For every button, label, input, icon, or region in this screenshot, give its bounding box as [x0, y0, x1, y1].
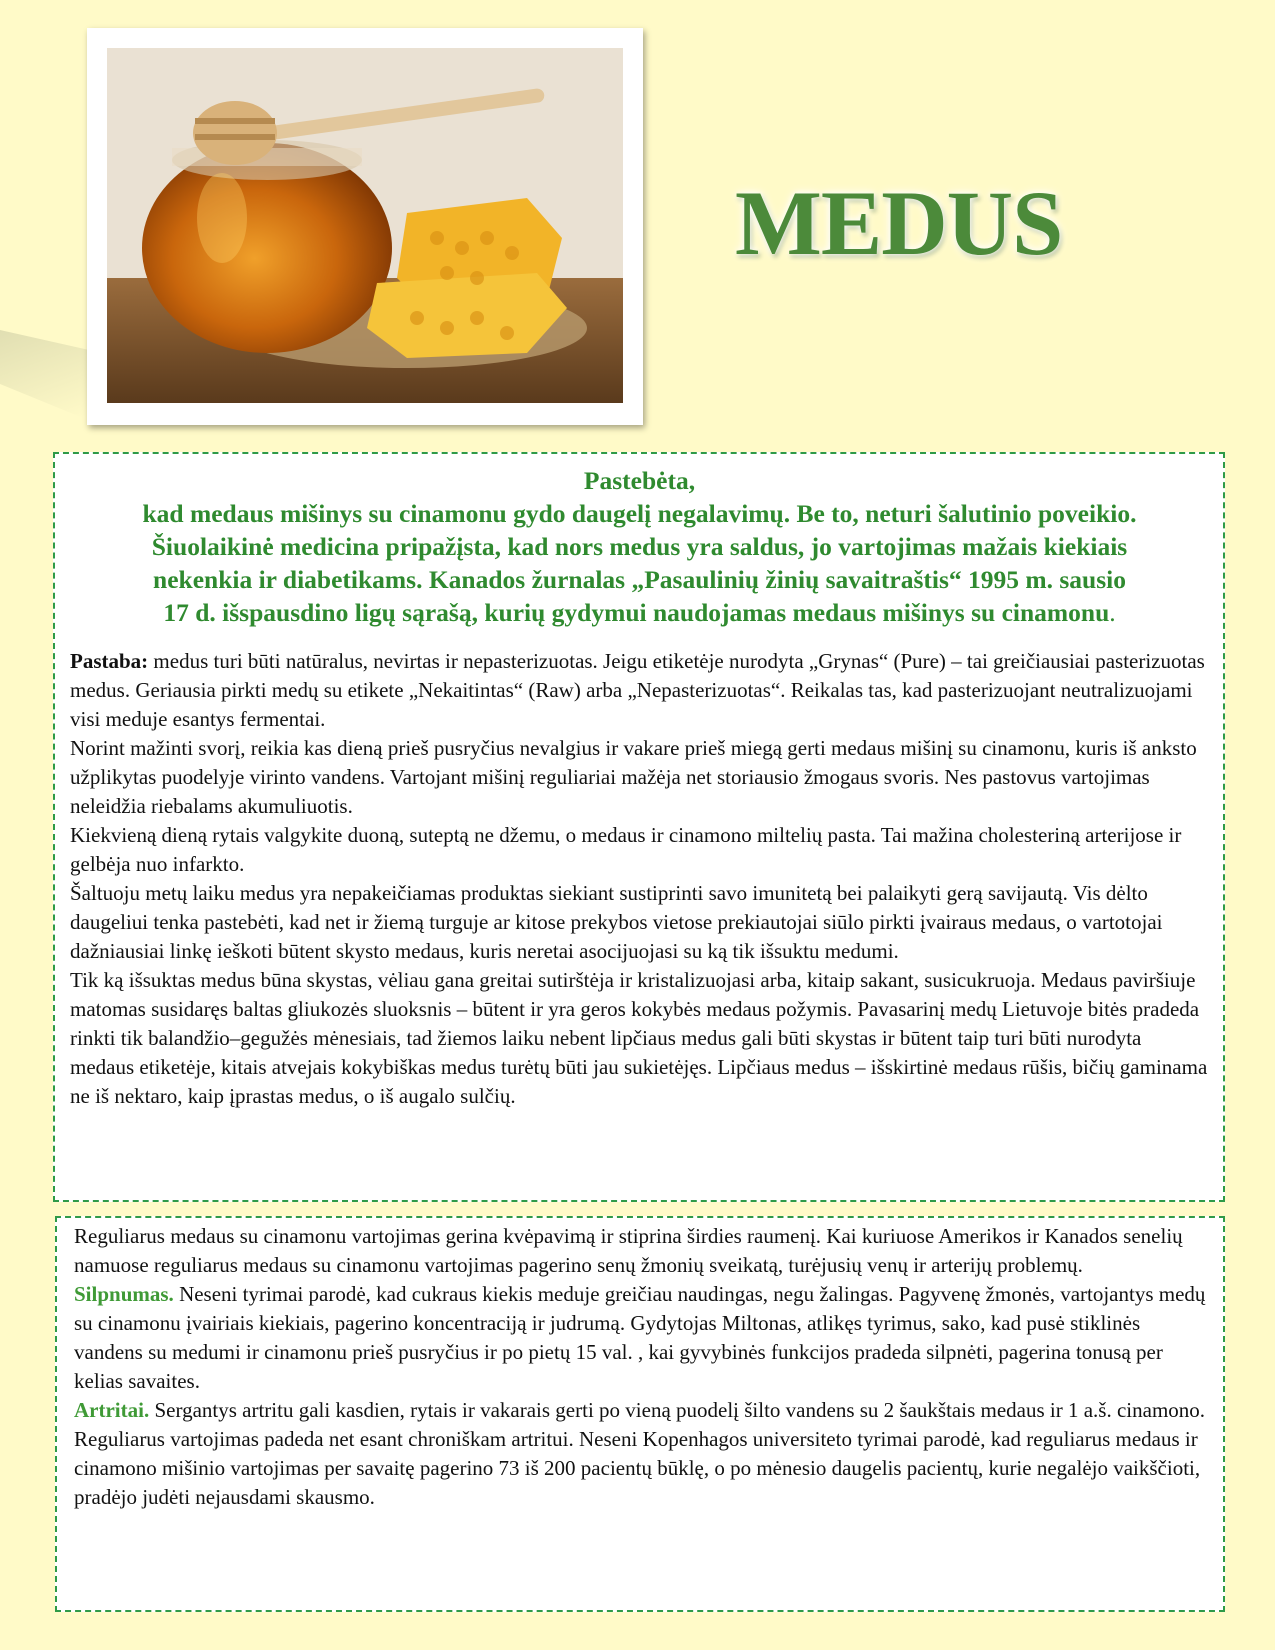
honey-jar-photo [107, 48, 623, 403]
cholesterol-paragraph: Kiekvieną dieną rytais valgykite duoną, suteptą ne džemu, o medaus ir cinamono miltelių pasta. Tai mažina cholesteriną arterijose ir gelbėja nuo infarkto. [70, 823, 1182, 876]
weakness-label: Silpnumas. [74, 1282, 174, 1306]
arthritis-text: Sergantys artritu gali kasdien, rytais ir vakarais gerti po vieną puodelį šilto vandens su 2 šaukštais medaus ir 1 a.š. cinamono. [149, 1398, 1206, 1422]
arthritis-paragraph [74, 1396, 1211, 1425]
winter-paragraph: Šaltuoju metų laiku medus yra nepakeičiamas produktas siekiant sustiprinti savo imunitetą bei palaikyti gerą savijautą. Vis dėlto daugeliui tenka pastebėti, kad net ir žiemą turguje ar kitose prekybos vietose prekiautojai siūlo pirkti įvairaus medaus, o vartotojai dažniausiai linkę ieškoti būtent skysto medaus, kuris neretai asocijuojasi su ką tik išsuktu medumi. [70, 881, 1163, 963]
main-text-box [53, 452, 1225, 1202]
crystallization-paragraph: Tik ką išsuktas medus būna skystas, vėliau gana greitai sutirštėja ir kristalizuojasi arba, kitaip sakant, susicukruoja. Medaus paviršiuje matomas susidaręs baltas gliukozės sluoksnis – būtent ir yra geros kokybės medaus požymis. Pavasarinį medų Lietuvoje bitės pradeda rinkti tik balandžio–gegužės mėnesiais, tad žiemos laiku nebent lipčiaus medus gali būti skystas ir būtent taip turi būti nurodyta medaus etiketėje, kitais atvejais kokybiškas medus turėtų būti jau sukietėjęs. Lipčiaus medus – išskirtinė medaus rūšis, bičių gaminama ne iš nektaro, kaip įprastas medus, o iš augalo sulčių. [70, 968, 1208, 1108]
intro-heading: Pastebėta, [583, 466, 696, 495]
photo-frame [87, 28, 643, 425]
honey-illustration [107, 48, 623, 403]
weight-paragraph: Norint mažinti svorį, reikia kas dieną prieš pusryčius nevalgius ir vakare prieš miegą gerti medaus mišinį su cinamonu, kuris iš anksto užplikytas puodelyje virinto vandens. Vartojant mišinį reguliariai mažėja net storiausio žmogaus svoris. Nes pastovus vartojimas neleidžia riebalams akumuliuotis. [70, 736, 1197, 818]
secondary-text-box [55, 1216, 1225, 1612]
note-text: medus turi būti natūralus, nevirtas ir nepasterizuotas. Jeigu etiketėje nurodyta „Grynas“ (Pure) – tai greičiausiai pasterizuotas medus. Geriausia pirkti medų su etikete „Nekaitintas“ (Raw) arba „Nepasterizuotas“. Reikalas tas, kad pasterizuojant neutralizuojami visi meduje esantys fermentai. [70, 649, 1205, 731]
note-label: Pastaba: [70, 649, 149, 673]
intro-paragraph [70, 464, 1209, 629]
weakness-paragraph [74, 1280, 1211, 1396]
intro-line: Šiuolaikinė medicina pripažįsta, kad nors medus yra saldus, jo vartojimas mažais kiekiais [151, 532, 1128, 561]
heart-paragraph: Reguliarus medaus su cinamonu vartojimas gerina kvėpavimą ir stiprina širdies raumenį. Kai kuriuose Amerikos ir Kanados senelių namuose reguliarus medaus su cinamonu vartojimas pagerino senų žmonių sveikatą, turėjusių venų ir arterijų problemų. [74, 1224, 1183, 1277]
weakness-text: Neseni tyrimai parodė, kad cukraus kiekis meduje greičiau naudingas, negu žalingas. Pagyvenę žmonės, vartojantys medų su cinamonu įvairiais kiekiais, pagerino koncentraciją ir judrumą. Gydytojas Miltonas, atlikęs tyrimus, sako, kad pusė stiklinės vandens su medumi ir cinamonu prieš pusryčius ir po pietų 15 val. , kai gyvybinės funkcijos pradeda silpnėti, pagerina tonusą per kelias savaites. [74, 1282, 1206, 1393]
intro-line-end: . [1109, 598, 1116, 627]
intro-line: nekenkia ir diabetikams. Kanados žurnalas „Pasaulinių žinių savaitraštis“ 1995 m. sausio [153, 565, 1126, 594]
intro-line [70, 596, 1209, 629]
page-title: MEDUS [735, 172, 1063, 274]
chronic-arthritis-paragraph: Reguliarus vartojimas padeda net esant chroniškam artritui. Neseni Kopenhagos universiteto tyrimai parodė, kad reguliarus medaus ir cinamono mišinio vartojimas per savaitę pagerino 73 iš 200 pacientų būklę, o po mėnesio daugelis pacientų, kurie negalėjo vaikščioti, pradėjo judėti nejausdami skausmo. [74, 1427, 1201, 1509]
intro-line-text: 17 d. išspausdino ligų sąrašą, kurių gydymui naudojamas medaus mišinys su cinamonu [163, 598, 1110, 627]
arthritis-label: Artritai. [74, 1398, 150, 1422]
intro-line: kad medaus mišinys su cinamonu gydo daugelį negalavimų. Be to, neturi šalutinio poveikio. [142, 499, 1137, 528]
note-paragraph [70, 647, 1209, 734]
